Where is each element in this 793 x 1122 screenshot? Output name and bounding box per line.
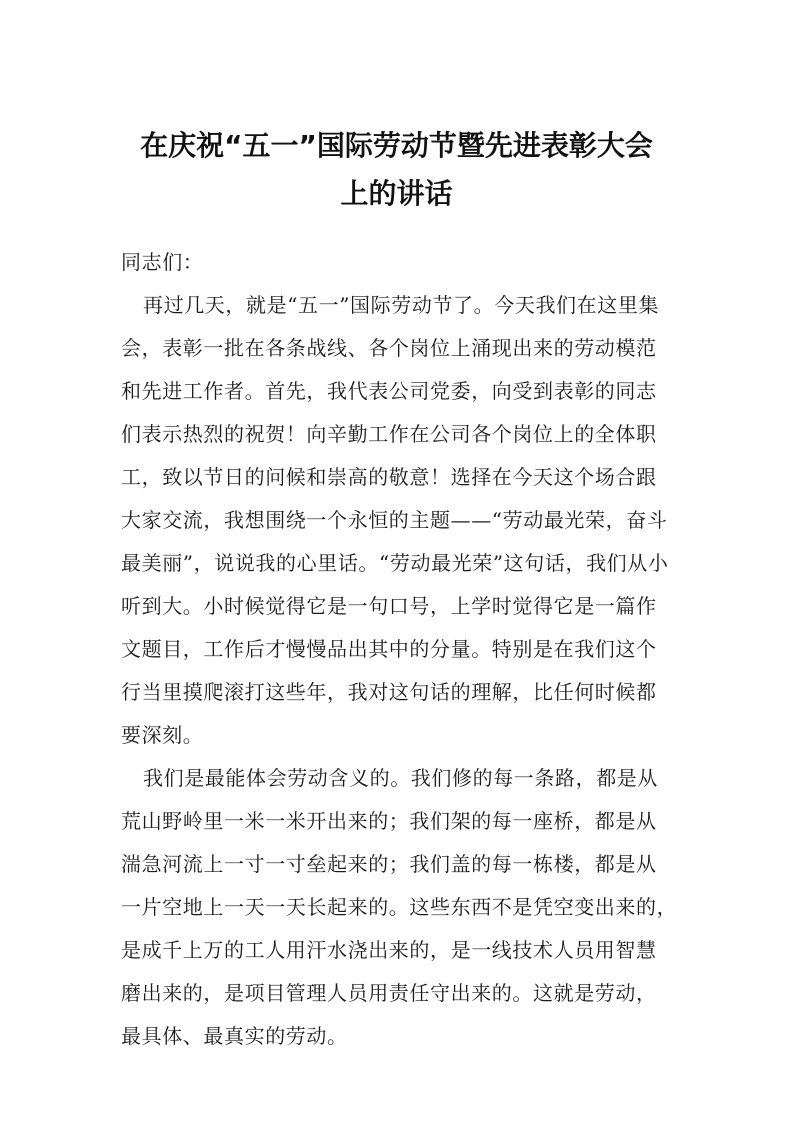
paragraph-2-line-7: 最具体、最真实的劳动。 bbox=[121, 1024, 348, 1048]
paragraph-1-line-3: 和先进工作者。首先，我代表公司党委，向受到表彰的同志 bbox=[121, 379, 657, 403]
paragraph-1-line-9: 文题目，工作后才慢慢品出其中的分量。特别是在我们这个 bbox=[121, 637, 657, 661]
paragraph-1-line-6: 大家交流，我想围绕一个永恒的主题——“劳动最光荣，奋斗 bbox=[121, 508, 668, 532]
paragraph-1-line-1: 再过几天，就是“五一”国际劳动节了。今天我们在这里集 bbox=[143, 293, 660, 317]
salutation: 同志们： bbox=[121, 250, 204, 274]
paragraph-1-line-7: 最美丽”，说说我的心里话。“劳动最光荣”这句话，我们从小 bbox=[121, 551, 669, 575]
paragraph-1-line-10: 行当里摸爬滚打这些年，我对这句话的理解，比任何时候都 bbox=[121, 680, 657, 704]
paragraph-2-line-5: 是成千上万的工人用汗水浇出来的，是一线技术人员用智慧 bbox=[121, 938, 657, 962]
title-line-2: 上的讲话 bbox=[340, 177, 453, 210]
paragraph-1-line-2: 会，表彰一批在各条战线、各个岗位上涌现出来的劳动模范 bbox=[121, 336, 657, 360]
paragraph-1-line-5: 工，致以节日的问候和崇高的敬意！选择在今天这个场合跟 bbox=[121, 465, 657, 489]
paragraph-1-line-4: 们表示热烈的祝贺！向辛勤工作在公司各个岗位上的全体职 bbox=[121, 422, 657, 446]
paragraph-2-line-1: 我们是最能体会劳动含义的。我们修的每一条路，都是从 bbox=[143, 766, 658, 790]
paragraph-1-line-11: 要深刻。 bbox=[121, 723, 204, 747]
paragraph-2-line-4: 一片空地上一天一天长起来的。这些东西不是凭空变出来的， bbox=[121, 895, 678, 919]
paragraph-1-line-8: 听到大。小时候觉得它是一句口号，上学时觉得它是一篇作 bbox=[121, 594, 657, 618]
paragraph-2-line-2: 荒山野岭里一米一米开出来的；我们架的每一座桥，都是从 bbox=[121, 809, 657, 833]
title-line-1: 在庆祝“五一”国际劳动节暨先进表彰大会 bbox=[140, 129, 653, 162]
paragraph-2-line-6: 磨出来的，是项目管理人员用责任守出来的。这就是劳动， bbox=[121, 981, 657, 1005]
paragraph-2-line-3: 湍急河流上一寸一寸垒起来的；我们盖的每一栋楼，都是从 bbox=[121, 852, 657, 876]
